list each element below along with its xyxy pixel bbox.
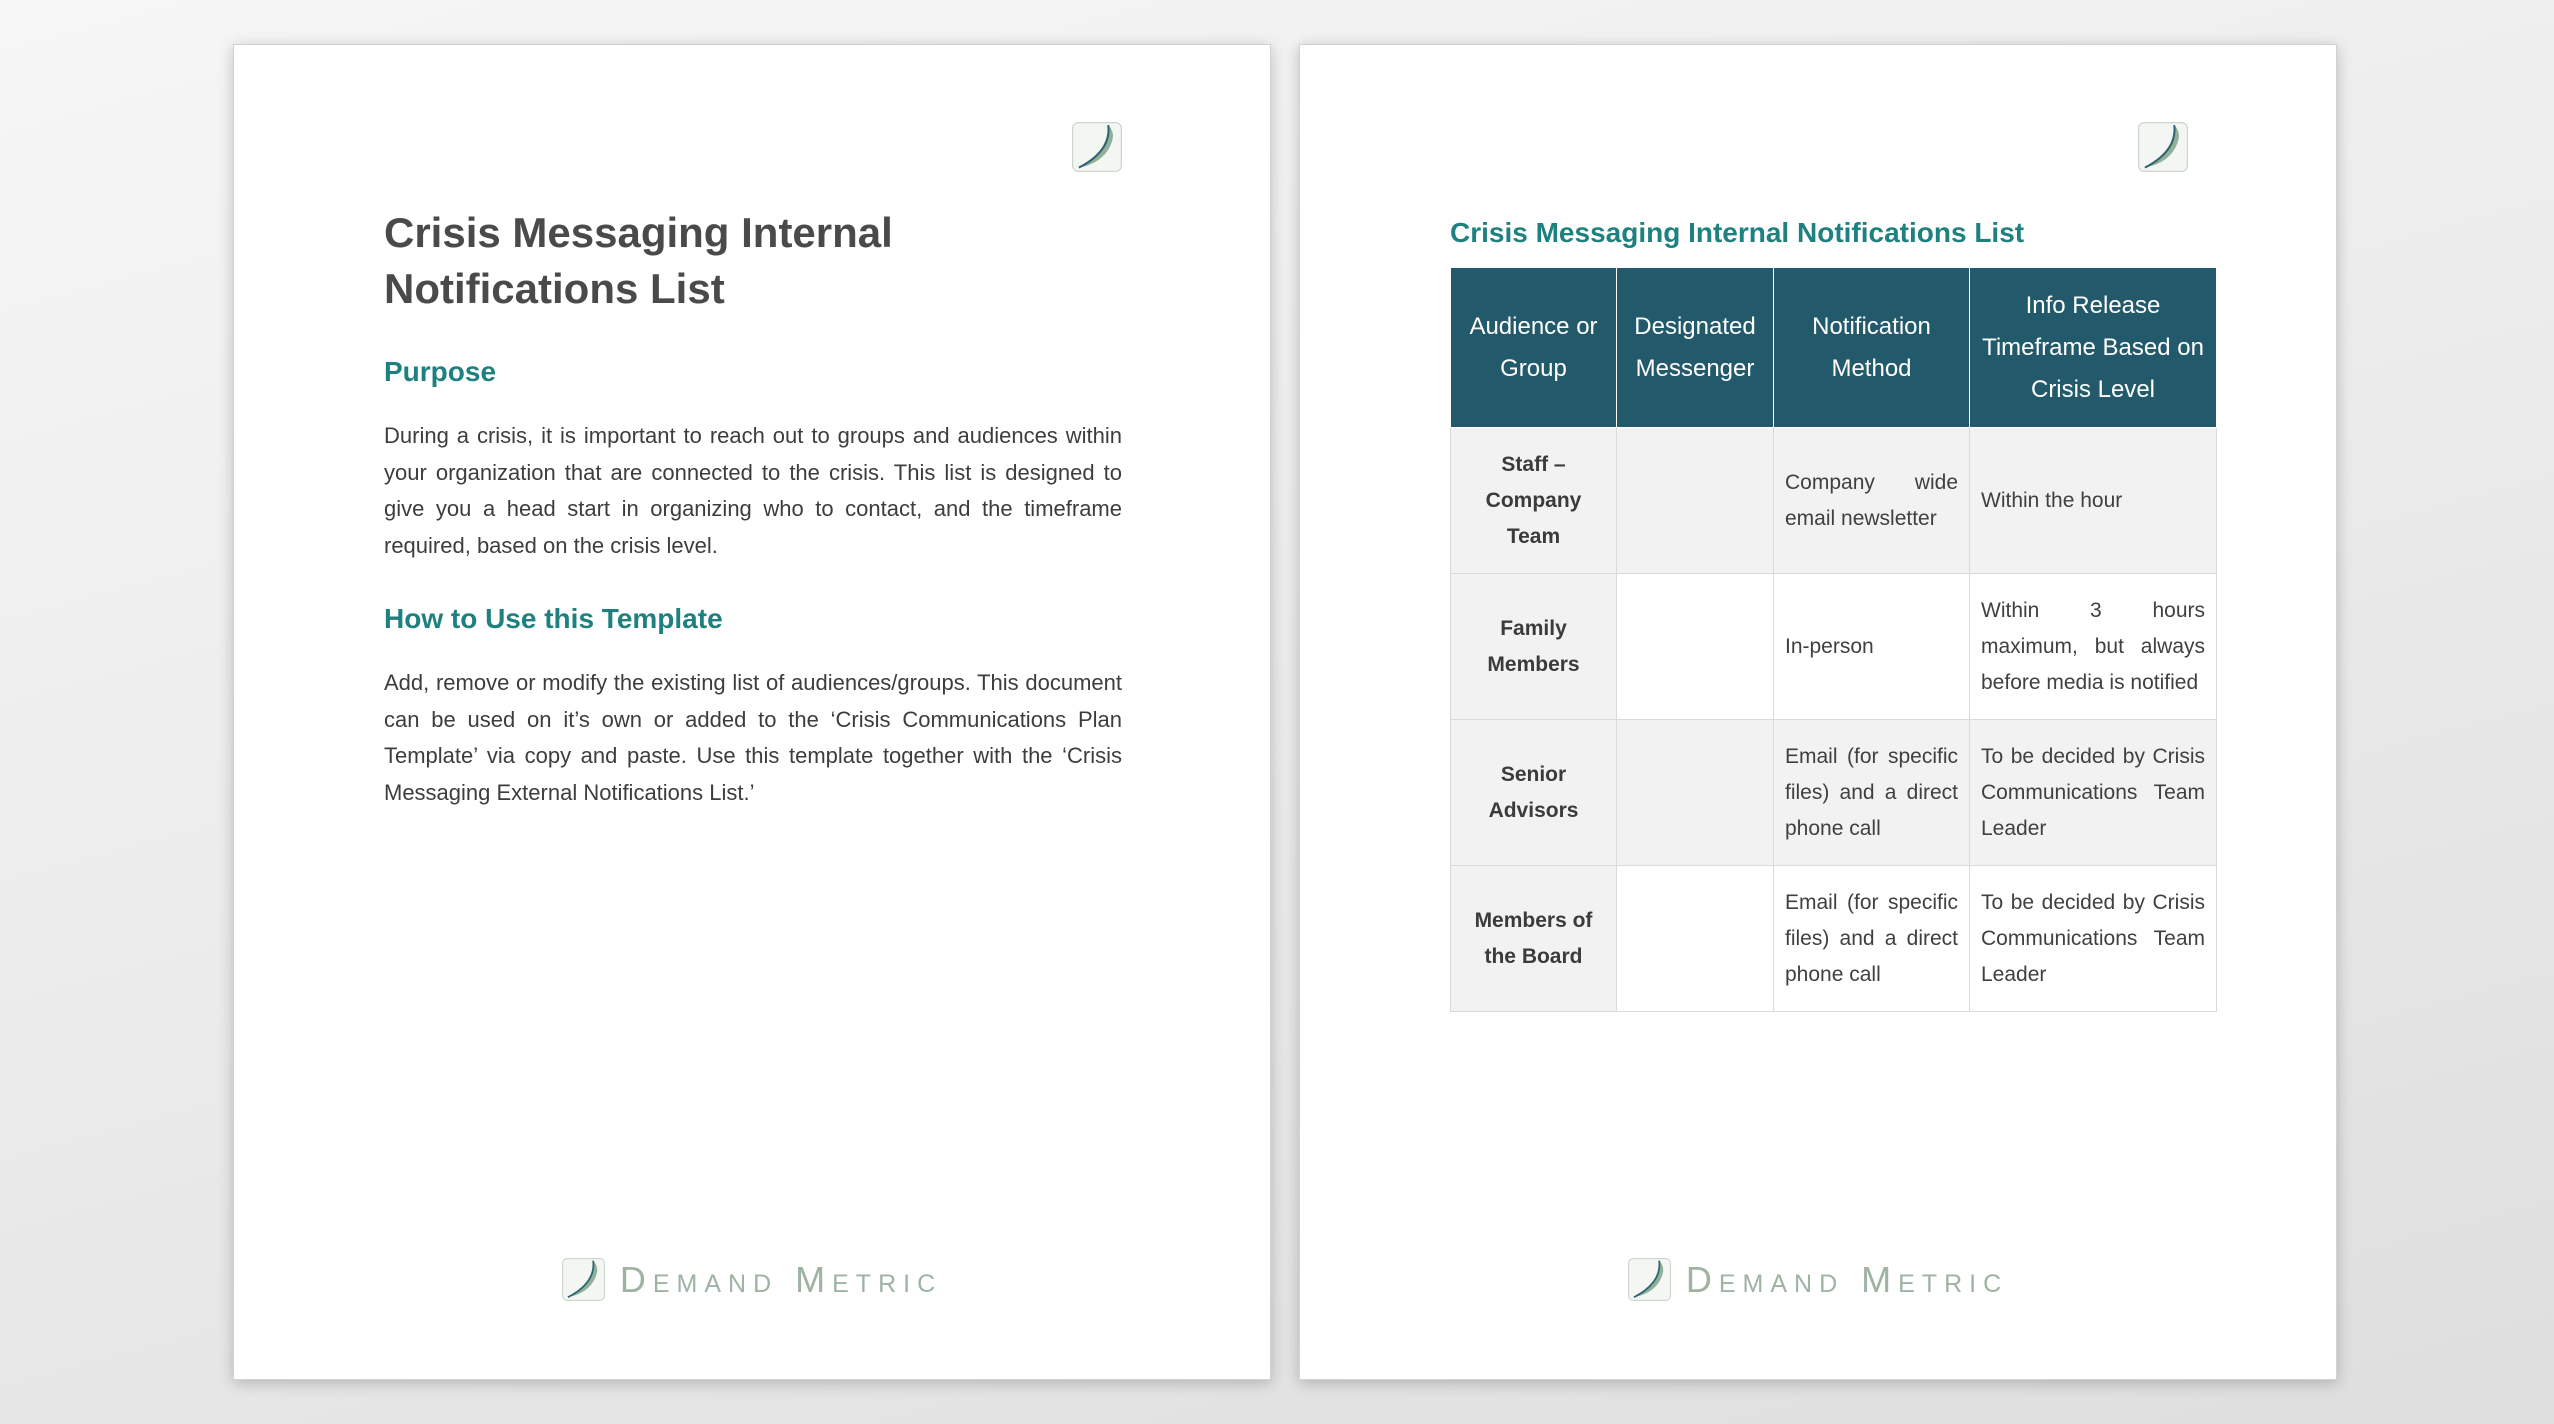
demand-metric-logo-icon [562, 1258, 605, 1301]
purpose-body-text: During a crisis, it is important to reach out to groups and audiences within your organization that are connected to the crisis. This list is designed to give you a head start in organizing who to contact, and the timeframe required, based on the crisis level. [384, 423, 1122, 558]
table-cell-audience: Family Members [1451, 574, 1617, 720]
table-header-row [1451, 268, 2217, 428]
table-row-staff-company-team [1451, 428, 2217, 574]
demand-metric-logo-icon [2138, 122, 2188, 172]
page-2-content [1300, 45, 2336, 1379]
table-cell-timeframe: Within the hour [1970, 428, 2217, 574]
page-2-logo-row [1450, 122, 2188, 172]
table-cell-timeframe: Within 3 hours maximum, but always before media is notified [1970, 574, 2217, 720]
howto-heading: How to Use this Template [384, 603, 723, 634]
table-cell-audience: Members of the Board [1451, 866, 1617, 1012]
table-cell-audience: Senior Advisors [1451, 720, 1617, 866]
table-row-senior-advisors [1451, 720, 2217, 866]
column-header-audience-or-group: Audience or Group [1451, 268, 1617, 428]
document-page-1 [233, 44, 1271, 1380]
purpose-heading: Purpose [384, 356, 497, 387]
page-1-footer [234, 1258, 1270, 1301]
page-2-heading: Crisis Messaging Internal Notifications List [1450, 217, 2025, 248]
notifications-table [1450, 267, 2217, 1012]
demand-metric-logo-icon [1628, 1258, 1671, 1301]
page-1-content [234, 45, 1270, 1379]
brand-wordmark: Demand Metric [619, 1258, 943, 1300]
column-header-notification-method: Notification Method [1774, 268, 1970, 428]
table-cell-method: Company wide email newsletter [1774, 428, 1970, 574]
table-cell-messenger [1617, 428, 1774, 574]
table-cell-audience: Staff – Company Team [1451, 428, 1617, 574]
table-cell-messenger [1617, 720, 1774, 866]
table-cell-timeframe: To be decided by Crisis Communications Team Leader [1970, 866, 2217, 1012]
document-title: Crisis Messaging Internal Notifications List [384, 209, 893, 312]
table-cell-method: Email (for specific files) and a direct phone call [1774, 866, 1970, 1012]
table-row-members-of-the-board [1451, 866, 2217, 1012]
howto-body-text: Add, remove or modify the existing list of audiences/groups. This document can be used on it’s own or added to the ‘Crisis Communications Plan Template’ via copy and paste. Use this template together with the ‘Crisis Messaging External Notifications List.’ [384, 670, 1122, 805]
column-header-designated-messenger: Designated Messenger [1617, 268, 1774, 428]
page-1-logo-row [384, 122, 1122, 172]
column-header-info-release-timeframe: Info Release Timeframe Based on Crisis Level [1970, 268, 2217, 428]
table-cell-messenger [1617, 574, 1774, 720]
table-row-family-members [1451, 574, 2217, 720]
table-cell-messenger [1617, 866, 1774, 1012]
table-cell-timeframe: To be decided by Crisis Communications Team Leader [1970, 720, 2217, 866]
table-cell-method: In-person [1774, 574, 1970, 720]
document-page-2 [1299, 44, 2337, 1380]
demand-metric-logo-icon [1072, 122, 1122, 172]
table-cell-method: Email (for specific files) and a direct phone call [1774, 720, 1970, 866]
page-2-footer [1300, 1258, 2336, 1301]
brand-wordmark: Demand Metric [1685, 1258, 2009, 1300]
